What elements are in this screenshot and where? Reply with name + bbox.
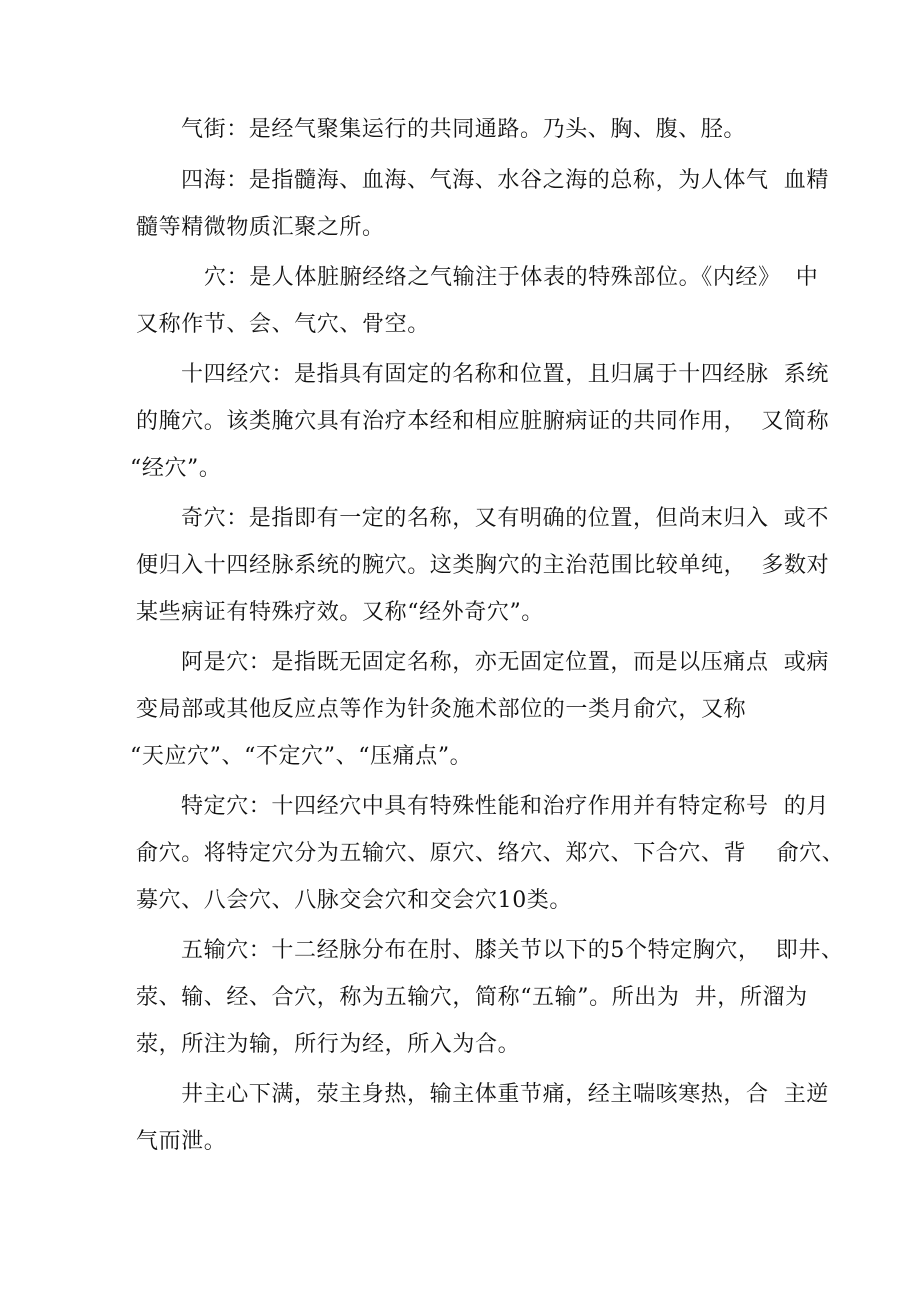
paragraph-ashixue-line-2: 变局部或其他反应点等作为针灸施术部位的一类月俞穴，又称	[136, 697, 747, 722]
paragraph-tedingxue-line-2: 俞穴。将特定穴分为五输穴、原穴、络穴、郑穴、下合穴、背 俞穴、	[136, 841, 845, 866]
paragraph-shisi-jingxue-line-2: 的腌穴。该类腌穴具有治疗本经和相应脏腑病证的共同作用， 又简称	[136, 409, 830, 434]
paragraph-sihai-line-2: 髓等精微物质汇聚之所。	[136, 215, 385, 240]
paragraph-qixue-line-3: 某些病证有特殊疗效。又称“经外奇穴”。	[136, 600, 544, 625]
paragraph-xue-line-2: 又称作节、会、气穴、骨空。	[136, 312, 430, 337]
paragraph-wushuxue-line-1: 五输穴：十二经脉分布在肘、膝关节以下的5个特定胸穴， 即井、	[181, 938, 844, 963]
paragraph-shisi-jingxue-line-1: 十四经穴：是指具有固定的名称和位置，且归属于十四经脉 系统	[181, 362, 829, 387]
paragraph-qijie-line-1: 气街：是经气聚集运行的共同通路。乃头、胸、腹、胫。	[181, 117, 747, 142]
paragraph-tedingxue-line-3: 募穴、八会穴、八脉交会穴和交会穴10类。	[136, 888, 572, 913]
paragraph-wushuxue-line-3: 荥，所注为输，所行为经，所入为合。	[136, 1032, 521, 1057]
paragraph-tedingxue-line-1: 特定穴：十四经穴中具有特殊性能和治疗作用并有特定称号 的月	[181, 794, 829, 819]
paragraph-wushuxue-line-2: 荥、输、经、合穴，称为五输穴，简称“五输”。所出为 井，所溜为	[136, 985, 808, 1010]
paragraph-xue-line-1: 穴：是人体脏腑经络之气输注于体表的特殊部位。《内经》 中	[204, 265, 819, 290]
paragraph-ashixue-line-3: “天应穴”、“不定穴”、“压痛点”。	[130, 744, 473, 769]
paragraph-jing-zhu-line-1: 井主心下满，荥主身热，输主体重节痛，经主喘咳寒热，合 主逆	[181, 1082, 829, 1107]
paragraph-shisi-jingxue-line-3: “经穴”。	[130, 456, 222, 481]
paragraph-qixue-line-2: 便归入十四经脉系统的腕穴。这类胸穴的主治范围比较单纯， 多数对	[136, 553, 830, 578]
paragraph-ashixue-line-1: 阿是穴：是指既无固定名称，亦无固定位置，而是以压痛点 或病	[181, 650, 829, 675]
paragraph-qixue-line-1: 奇穴：是指即有一定的名称，又有明确的位置，但尚末归入 或不	[181, 506, 829, 531]
paragraph-jing-zhu-line-2: 气而泄。	[136, 1129, 227, 1154]
paragraph-sihai-line-1: 四海：是指髓海、血海、气海、水谷之海的总称，为人体气 血精	[181, 168, 829, 193]
